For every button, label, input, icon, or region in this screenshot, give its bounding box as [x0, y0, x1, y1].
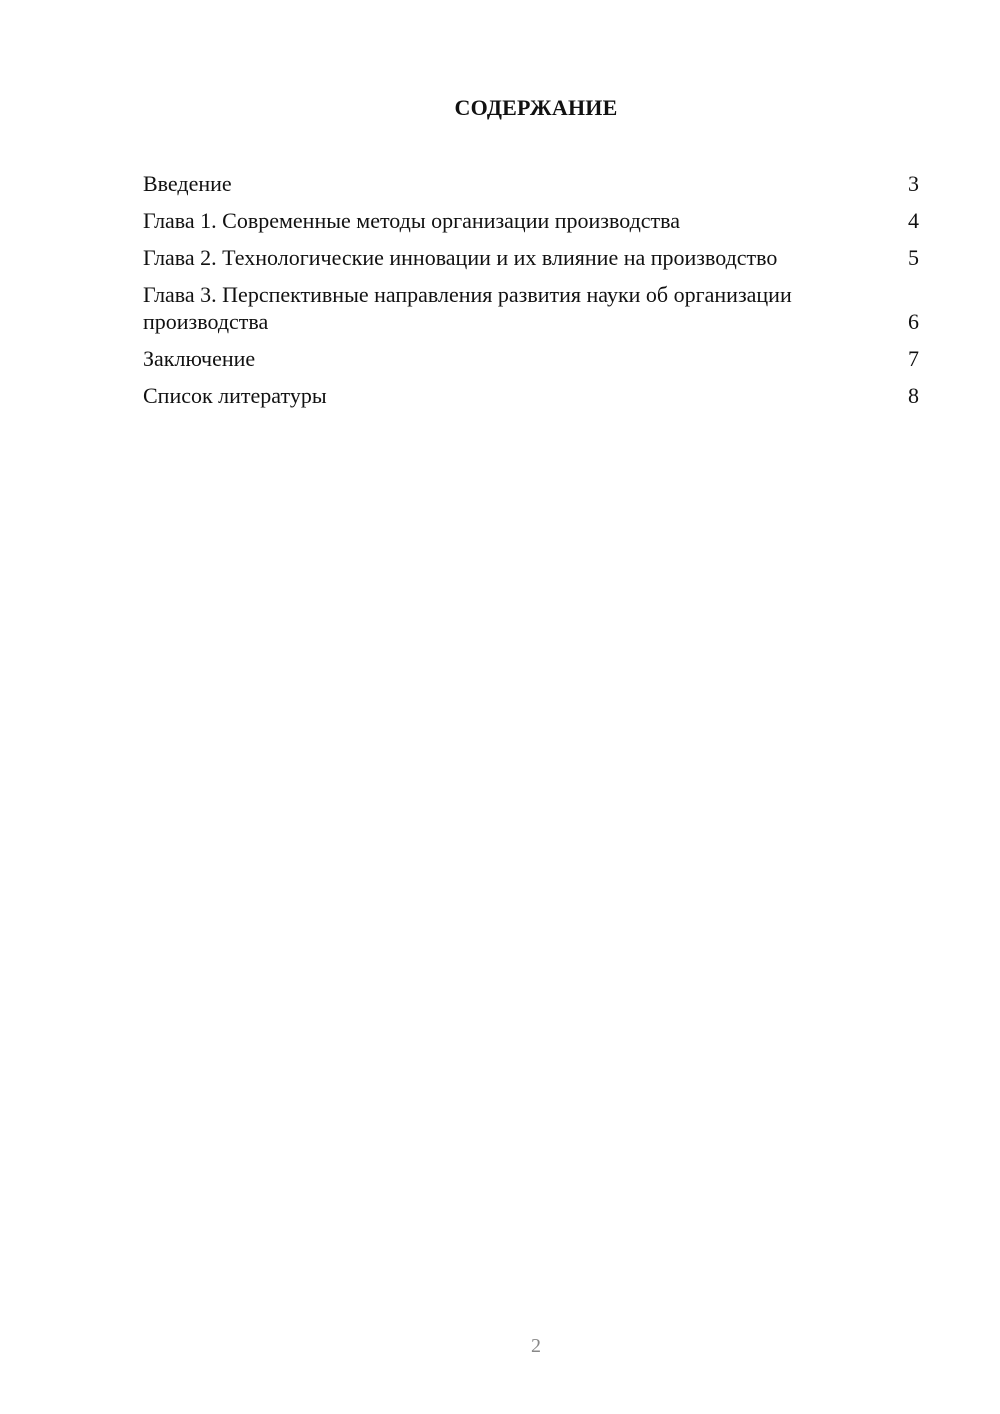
toc-entry-references [143, 382, 919, 409]
toc-entry-page: 4 [908, 208, 919, 233]
toc-entry-chapter-3 [143, 281, 919, 335]
toc-entry-page: 8 [908, 383, 919, 408]
toc-entry-chapter-2 [143, 244, 919, 271]
table-of-contents [143, 170, 919, 419]
toc-entry-label: Глава 1. Современные методы организации производства [143, 208, 681, 233]
toc-entry-page: 5 [908, 245, 919, 270]
toc-entry-chapter-1 [143, 207, 919, 234]
toc-entry-label: Глава 2. Технологические инновации и их влияние на производство [143, 245, 778, 270]
page-number: 2 [531, 1335, 541, 1357]
toc-entry-label: Список литературы [143, 383, 327, 408]
toc-entry-introduction [143, 170, 919, 197]
toc-entry-page: 6 [908, 309, 919, 334]
toc-entry-label: Заключение [143, 346, 256, 371]
toc-entry-page: 7 [908, 346, 919, 371]
toc-entry-label: Глава 3. Перспективные направления развития науки об организации производства [143, 282, 792, 334]
toc-entry-page: 3 [908, 171, 919, 196]
toc-entry-conclusion [143, 345, 919, 372]
page-title: СОДЕРЖАНИЕ [454, 95, 618, 120]
toc-entry-label: Введение [143, 171, 232, 196]
